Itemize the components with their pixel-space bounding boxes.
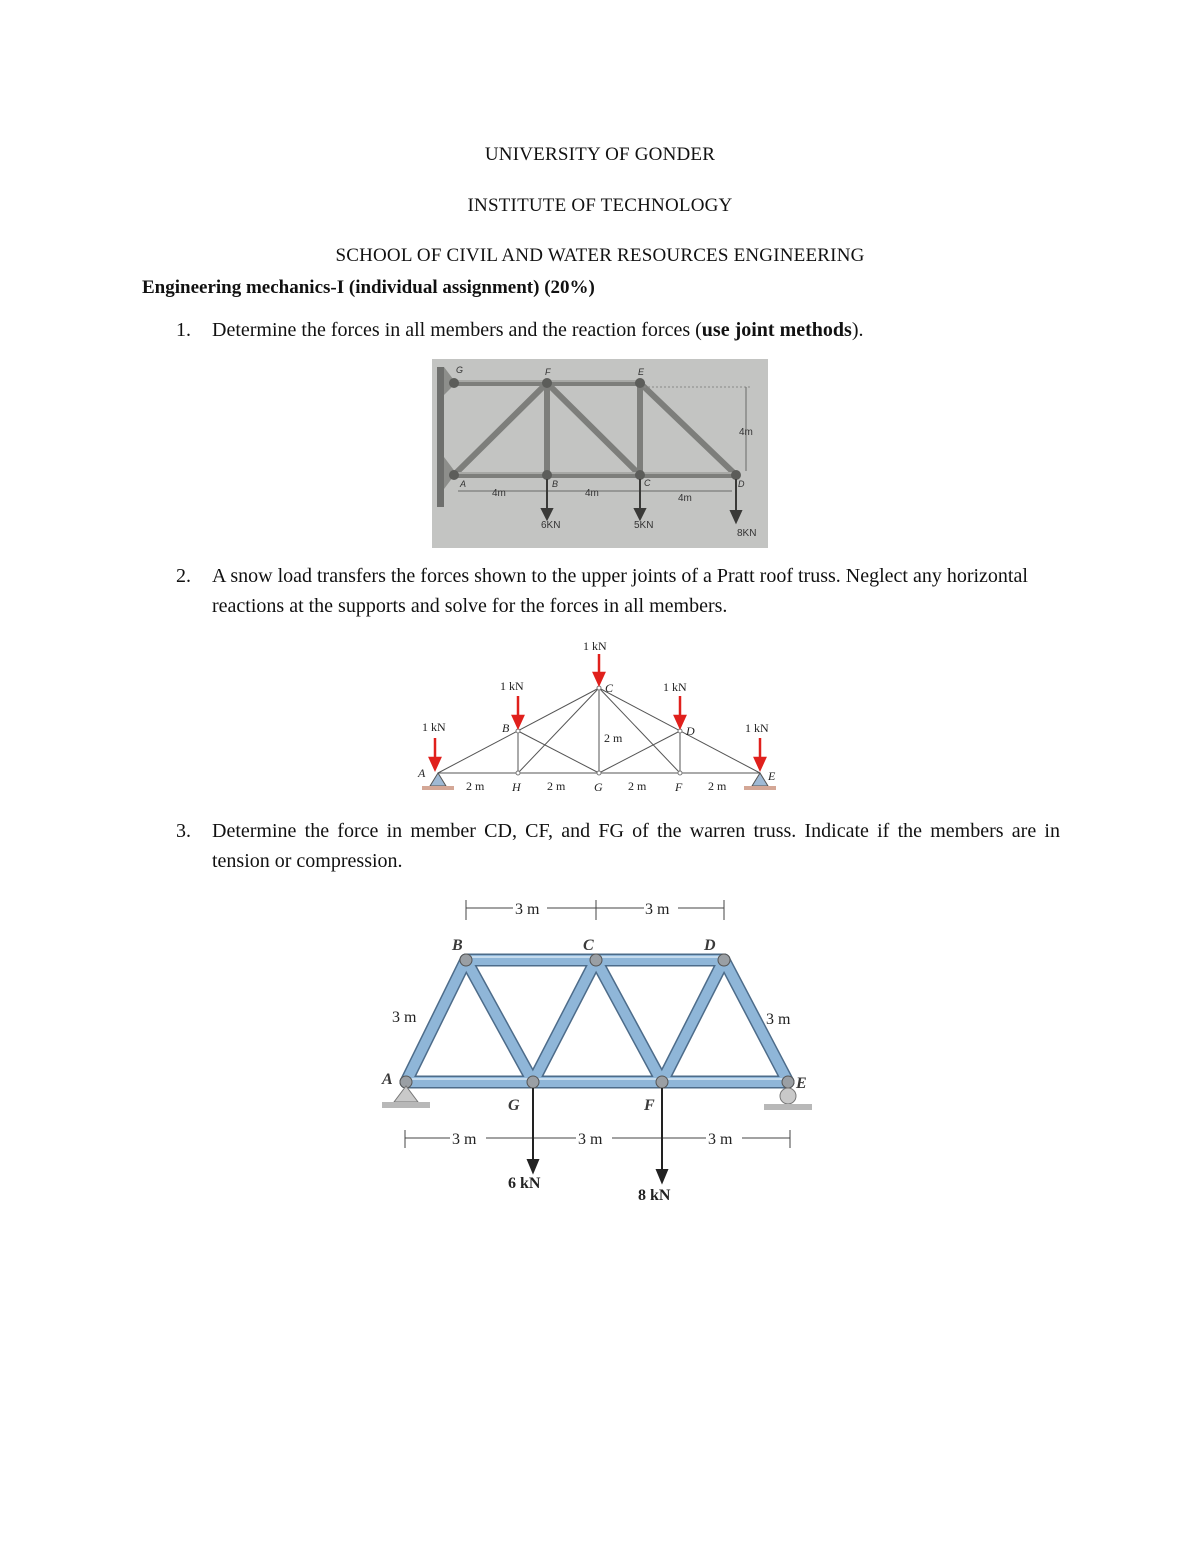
figure-3-load-2: 8 kN — [638, 1187, 671, 1204]
school-name: SCHOOL OF CIVIL AND WATER RESOURCES ENGINEERING — [335, 245, 865, 266]
question-3 — [176, 816, 1060, 876]
figure-2-node-a: A — [418, 766, 426, 780]
figure-3-node-g: G — [508, 1097, 520, 1114]
figure-2-node-c: C — [605, 681, 614, 695]
figure-1-load-3: 8KN — [737, 528, 757, 539]
figure-2-load-b: 1 kN — [500, 679, 524, 693]
figure-3-bottom-span-1: 3 m — [452, 1131, 477, 1148]
figure-1-load-2: 5KN — [634, 520, 654, 531]
figure-1-truss — [432, 359, 768, 548]
university-name: UNIVERSITY OF GONDER — [484, 144, 716, 165]
figure-2-node-h: H — [512, 780, 521, 794]
question-1-number: 1. — [176, 319, 191, 341]
figure-2-span-1: 2 m — [466, 779, 485, 793]
figure-1-node-c: C — [644, 478, 651, 488]
institute-name: INSTITUTE OF TECHNOLOGY — [467, 195, 733, 216]
figure-1-node-b: B — [552, 479, 559, 489]
figure-1-span-2: 4m — [585, 488, 599, 499]
figure-3-top-span-2: 3 m — [645, 901, 670, 918]
figure-3-node-b: B — [452, 937, 463, 954]
figure-1-node-g: G — [456, 365, 464, 375]
figure-1-span-1: 4m — [492, 488, 506, 499]
question-3-text: Determine the force in member CD, CF, and FG of the warren truss. Indicate if the members are in tension or compression. — [212, 820, 1060, 872]
figure-1-node-f: F — [545, 367, 551, 377]
question-2-text: A snow load transfers the forces shown to the upper joints of a Pratt roof truss. Neglect any horizontal reactions at the supports and solve for the forces in all members. — [212, 565, 1028, 617]
figure-2-load-e: 1 kN — [745, 721, 769, 735]
figure-3-node-e: E — [796, 1075, 807, 1092]
figure-3-bottom-span-2: 3 m — [578, 1131, 603, 1148]
figure-1-height: 4m — [739, 427, 753, 438]
figure-2-load-d: 1 kN — [663, 680, 687, 694]
figure-1-node-a: A — [460, 479, 467, 489]
figure-3-warren-truss — [378, 896, 818, 1212]
figure-3-node-c: C — [583, 937, 594, 954]
figure-2-node-f: F — [675, 780, 683, 794]
question-2-number: 2. — [176, 565, 191, 587]
figure-2-span-4: 2 m — [708, 779, 727, 793]
figure-1-load-1: 6KN — [541, 520, 561, 531]
question-1 — [176, 315, 1060, 345]
figure-2-load-a: 1 kN — [422, 720, 446, 734]
question-3-number: 3. — [176, 820, 191, 842]
figure-2-load-c: 1 kN — [583, 639, 607, 653]
figure-2-span-3: 2 m — [628, 779, 647, 793]
figure-3-height-right: 3 m — [766, 1011, 791, 1028]
figure-3-load-1: 6 kN — [508, 1175, 541, 1192]
figure-1-node-d: D — [738, 479, 745, 489]
figure-3-node-d: D — [704, 937, 716, 954]
figure-2-node-e: E — [768, 769, 776, 783]
question-2 — [176, 561, 1060, 621]
figure-2-height: 2 m — [604, 731, 623, 745]
question-1-text: Determine the forces in all members and the reaction forces (use joint methods). — [212, 319, 864, 341]
figure-2-node-g: G — [594, 780, 603, 794]
figure-1-node-e: E — [638, 367, 645, 377]
figure-2-pratt-truss — [410, 634, 790, 800]
figure-2-span-2: 2 m — [547, 779, 566, 793]
figure-3-node-f: F — [644, 1097, 655, 1114]
figure-3-top-span-1: 3 m — [515, 901, 540, 918]
figure-3-height-left: 3 m — [392, 1009, 417, 1026]
figure-3-bottom-span-3: 3 m — [708, 1131, 733, 1148]
figure-2-node-d: D — [686, 724, 695, 738]
figure-2-node-b: B — [502, 721, 510, 735]
figure-1-span-3: 4m — [678, 493, 692, 504]
figure-3-node-a: A — [382, 1071, 393, 1088]
question-1-emphasis: use joint methods — [701, 319, 852, 341]
course-title: Engineering mechanics-I (individual assignment) (20%) — [142, 277, 595, 298]
